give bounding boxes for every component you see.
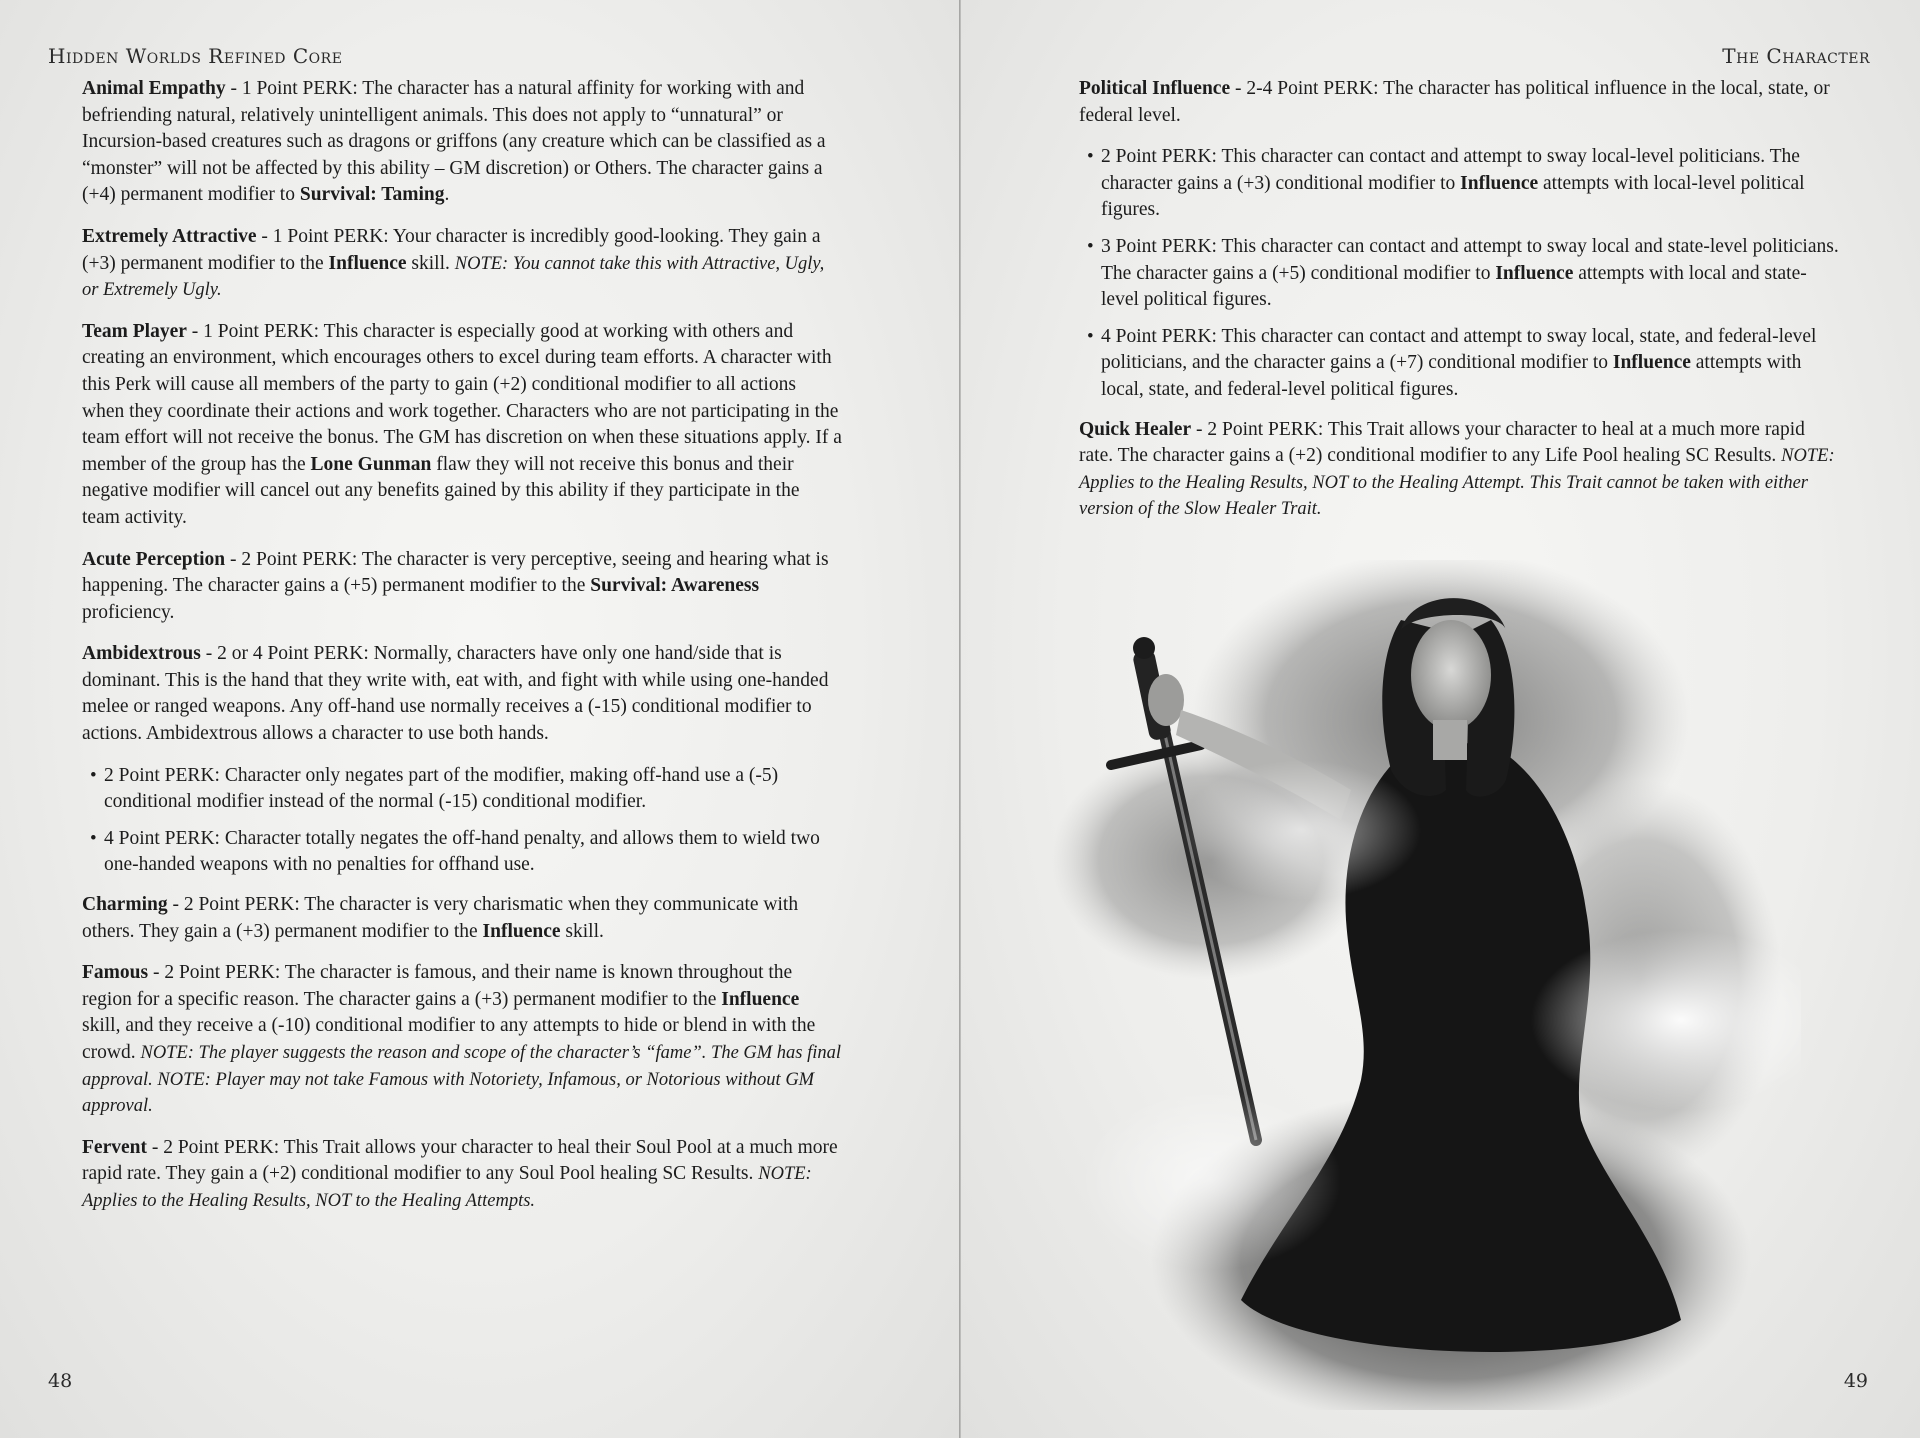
bullet-text: 3 Point PERK: This character can contact and attempt to sway local and state-level politicians. The character gains a (+5) conditional modifier to — [1101, 235, 1839, 284]
entry-description: - 1 Point PERK: This character is especially good at working with others and creating an environment, which encourages others to excel during team efforts. A character with this Perk will cause all members of the party to gain (+2) conditional modifier to all actions when they coordinate their actions and work together. Characters who are not participating in the team effort will not receive the bonus. The GM has discretion on when these situations apply. If a member of the group has the — [82, 320, 842, 475]
entry-note: NOTE: The player suggests the reason and scope of the character’s “fame”. The GM has final approval. NOTE: Player may not take Famous with Notoriety, Infamous, or Notorious without GM approval. — [82, 1043, 842, 1117]
mist-left — [1181, 760, 1421, 900]
bullet-text-end: attempts with local-level political figures. — [1101, 172, 1805, 221]
entry-description: - 1 Point PERK: Your character is incredibly good-looking. They gain a (+3) permanent modifier to the — [82, 225, 821, 274]
entry-famous — [82, 960, 842, 1120]
entry-acute-perception — [82, 547, 842, 627]
entry-title: Charming — [82, 894, 168, 916]
entry-description-end: flaw they will not receive this bonus and their negative modifier will cancel out any benefits gained by this ability if they participate in the team activity. — [82, 453, 800, 528]
skill-name: Influence — [328, 252, 407, 274]
list-item: • 2 Point PERK: Character only negates part of the modifier, making off-hand use a (-5) conditional modifier instead of the normal (-15) conditional modifier. — [90, 763, 842, 816]
skill-name: Influence — [721, 988, 800, 1010]
entry-description: - 1 Point PERK: The character has a natural affinity for working with and befriending natural, relatively unintelligent animals. This does not apply to “unnatural” or Incursion-based creatures such as dragons or griffons (any creature which can be classified as a “monster” will not be affected by this ability – GM discretion) or Others. The character gains a (+4) permanent modifier to — [82, 78, 826, 206]
left-page-content — [82, 76, 842, 1230]
entry-extremely-attractive — [82, 224, 842, 304]
figure-neck — [1433, 720, 1467, 760]
entry-quick-healer — [1079, 417, 1839, 523]
right-page — [961, 0, 1920, 1438]
entry-description: - 2 Point PERK: The character is very charismatic when they communicate with others. They gain a (+3) permanent modifier to the — [82, 894, 799, 942]
running-header: The Character — [1722, 44, 1870, 68]
entry-description-end: proficiency. — [82, 601, 175, 623]
entry-fervent — [82, 1135, 842, 1215]
page-number: 49 — [1843, 1370, 1868, 1392]
left-page — [0, 0, 959, 1438]
entry-description-end: skill. — [406, 252, 455, 274]
entry-title: Team Player — [82, 320, 187, 342]
skill-name: Influence — [1612, 352, 1691, 374]
entry-description: - 2 Point PERK: The character is very perceptive, seeing and hearing what is happening. The character gains a (+5) permanent modifier to the — [82, 548, 829, 597]
entry-charming — [82, 892, 842, 945]
entry-title: Political Influence — [1079, 78, 1231, 99]
entry-political-influence — [1079, 76, 1839, 129]
entry-description: - 2 Point PERK: The character is famous, and their name is known throughout the region for a specific reason. The character gains a (+3) permanent modifier to the — [82, 962, 793, 1010]
entry-note: NOTE: You cannot take this with Attractive, Ugly, or Extremely Ugly. — [82, 253, 825, 301]
entry-title: Ambidextrous — [82, 643, 201, 665]
right-page-content — [1079, 76, 1839, 538]
entry-note: NOTE: Applies to the Healing Results, NOT to the Healing Attempts. — [82, 1164, 812, 1211]
entry-animal-empathy — [82, 76, 842, 209]
entry-title: Extremely Attractive — [82, 225, 257, 247]
list-item: • 4 Point PERK: Character totally negates the off-hand penalty, and allows them to wield two one-handed weapons with no penalties for offhand use. — [90, 826, 842, 879]
entry-ambidextrous — [82, 641, 842, 747]
entry-title: Acute Perception — [82, 548, 226, 570]
entry-note: NOTE: Applies to the Healing Results, NOT to the Healing Attempt. This Trait cannot be taken with either version of the Slow Healer Trait. — [1079, 446, 1835, 520]
skill-name: Survival: Awareness — [590, 575, 760, 597]
entry-description: - 2-4 Point PERK: The character has political influence in the local, state, or federal level. — [1079, 78, 1830, 126]
entry-description: - 2 Point PERK: This Trait allows your character to heal their Soul Pool at a much more rapid rate. They gain a (+2) conditional modifier to any Soul Pool healing SC Results. — [82, 1136, 838, 1185]
entry-description: - 2 or 4 Point PERK: Normally, characters have only one hand/side that is dominant. This is the hand that they write with, eat with, and fight with while using one-handed melee or ranged weapons. Any off-hand use normally receives a (-15) conditional modifier to actions. Ambidextrous allows a character to use both hands. — [82, 643, 829, 745]
skill-name: Survival: Taming — [299, 184, 445, 206]
figure-hand — [1148, 674, 1184, 726]
entry-title: Animal Empathy — [82, 78, 226, 99]
page-number: 48 — [48, 1370, 73, 1392]
entry-description-end: skill, and they receive a (-10) conditional modifier to any attempts to hide or blend in with the crowd. — [82, 1015, 816, 1063]
list-item — [1087, 144, 1839, 224]
woman-with-sword-ink-illustration-icon — [1041, 560, 1801, 1410]
figure-face — [1411, 620, 1491, 730]
entry-description-end: . — [444, 184, 450, 206]
list-item — [1087, 324, 1839, 404]
bullet-text: 4 Point PERK: This character can contact and attempt to sway local, state, and federal-level politicians, and the character gains a (+7) conditional modifier to — [1101, 325, 1817, 374]
entry-description: - 2 Point PERK: This Trait allows your character to heal at a much more rapid rate. The character gains a (+2) conditional modifier to any Life Pool healing SC Results. — [1079, 418, 1805, 467]
running-header: Hidden Worlds Refined Core — [48, 44, 343, 68]
flaw-name: Lone Gunman — [310, 453, 432, 475]
entry-title: Famous — [82, 962, 149, 984]
entry-title: Fervent — [82, 1136, 147, 1158]
skill-name: Influence — [1460, 172, 1539, 194]
bullet-text-end: attempts with local, state, and federal-level political figures. — [1101, 352, 1802, 400]
bullet-text: 2 Point PERK: This character can contact and attempt to sway local-level politicians. The character gains a (+3) conditional modifier to — [1101, 146, 1800, 194]
entry-description-end: skill. — [560, 920, 604, 942]
political-influence-options-list — [1079, 144, 1839, 403]
ambidextrous-options-list — [82, 763, 842, 879]
entry-title: Quick Healer — [1079, 418, 1192, 440]
list-item — [1087, 234, 1839, 314]
skill-name: Influence — [482, 920, 561, 942]
mist-bottom — [1081, 1090, 1341, 1270]
bullet-text-end: attempts with local and state-level political figures. — [1101, 262, 1807, 311]
entry-team-player — [82, 319, 842, 532]
skill-name: Influence — [1495, 262, 1574, 284]
